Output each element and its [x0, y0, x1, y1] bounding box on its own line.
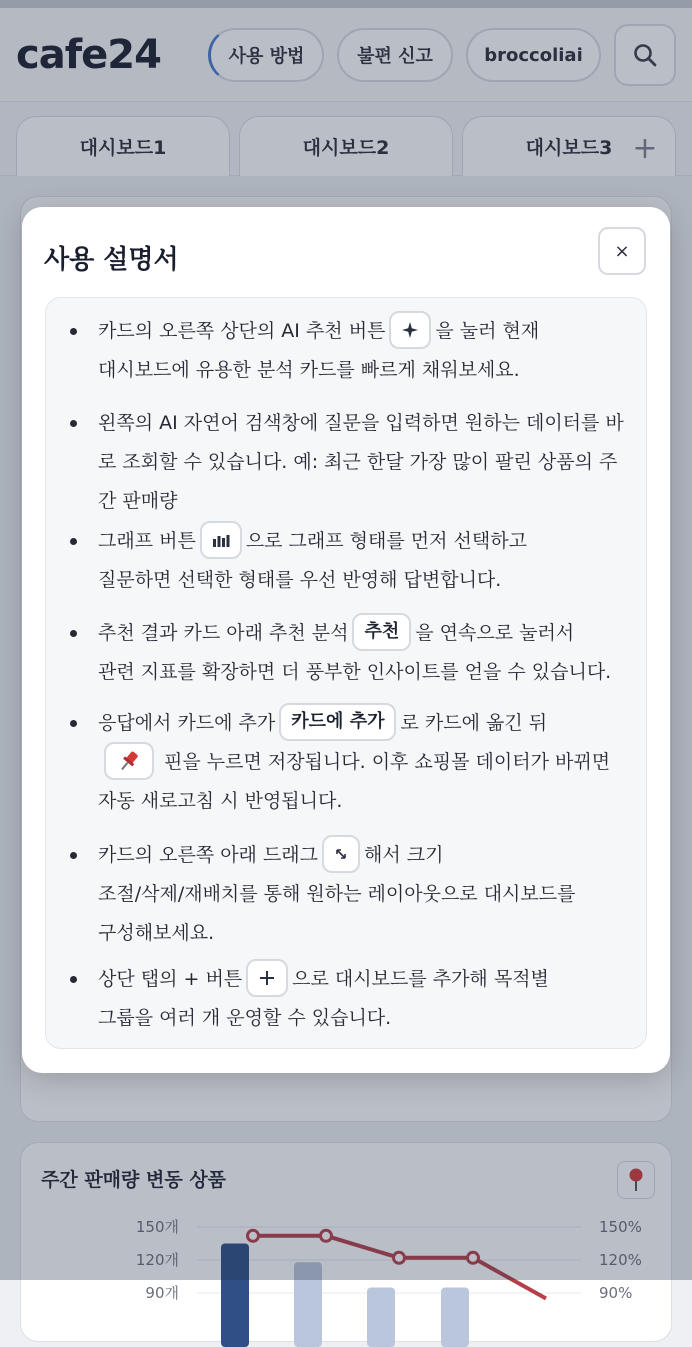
modal-title: 사용 설명서: [44, 239, 179, 276]
usage-manual-modal: [22, 207, 670, 1073]
y-tick-left: 120개: [136, 1251, 179, 1269]
bullet: [70, 852, 77, 859]
tab-dashboard-2[interactable]: 대시보드2: [239, 116, 453, 176]
y-tick-right: 90%: [599, 1284, 632, 1302]
ai-recommend-chip: [389, 311, 431, 349]
recommend-chip: 추천: [352, 613, 411, 651]
instruction-item: 카드의 오른쪽 상단의 AI 추천 버튼 을 눌러 현재 대시보드에 유용한 분석 카드를 빠르게 채워보세요.: [98, 312, 638, 390]
plus-chip: [246, 959, 288, 997]
user-account-button[interactable]: broccoliai: [466, 28, 601, 82]
bullet: [70, 420, 77, 427]
graph-chip: [200, 521, 242, 559]
bullet: [70, 720, 77, 727]
bullet: [70, 630, 77, 637]
y-tick-right: 150%: [599, 1218, 642, 1236]
close-button[interactable]: ×: [598, 227, 646, 275]
bar-chart-icon: [212, 533, 230, 547]
instructions-panel: [45, 297, 647, 1049]
bullet: [70, 328, 77, 335]
chart-bar: [367, 1288, 395, 1347]
bullet: [70, 976, 77, 983]
resize-icon: [334, 847, 348, 861]
drag-handle-chip: [322, 835, 360, 873]
report-issue-button[interactable]: 불편 신고: [337, 28, 453, 82]
add-to-card-chip: 카드에 추가: [279, 703, 396, 741]
instruction-item: 카드의 오른쪽 아래 드래그 해서 크기 조절/삭제/재배치를 통해 원하는 레이아웃으로 대시보드를 구성해보세요.: [98, 836, 638, 953]
cafe24-logo[interactable]: cafe24: [16, 32, 161, 78]
y-tick-left: 150개: [136, 1218, 179, 1236]
usage-guide-button[interactable]: 사용 방법: [208, 28, 324, 82]
add-tab-button[interactable]: +: [630, 134, 660, 164]
y-tick-right: 120%: [599, 1251, 642, 1269]
instruction-item: 응답에서 카드에 추가 카드에 추가 로 카드에 옮긴 뒤 핀을 누르면 저장됩니다. 이후 쇼핑몰 데이터가 바뀌면 자동 새로고침 시 반영됩니다.: [98, 704, 638, 821]
bullet: [70, 538, 77, 545]
instruction-item: 왼쪽의 AI 자연어 검색창에 질문을 입력하면 원하는 데이터를 바로 조회할 수 있습니다. 예: 최근 한달 가장 많이 팔린 상품의 주간 판매량: [98, 404, 630, 521]
plus-icon: [258, 969, 276, 987]
instruction-item: 상단 탭의 + 버튼 으로 대시보드를 추가해 목적별 그룹을 여러 개 운영할 수 있습니다.: [98, 960, 638, 1038]
pin-chip: [104, 742, 154, 780]
y-tick-left: 90개: [145, 1284, 179, 1302]
chart-card-title: 주간 판매량 변동 상품: [41, 1165, 226, 1192]
tab-dashboard-3[interactable]: 대시보드3: [462, 116, 676, 176]
instruction-item: 그래프 버튼 으로 그래프 형태를 먼저 선택하고 질문하면 선택한 형태를 우선 반영해 답변합니다.: [98, 522, 638, 600]
sparkle-icon: [401, 321, 419, 339]
pin-icon: [116, 748, 142, 774]
chart-bar: [441, 1288, 469, 1347]
instruction-item: 추천 결과 카드 아래 추천 분석 추천 을 연속으로 눌러서 관련 지표를 확장하면 더 풍부한 인사이트를 얻을 수 있습니다.: [98, 614, 638, 692]
tab-dashboard-1[interactable]: 대시보드1: [16, 116, 230, 176]
